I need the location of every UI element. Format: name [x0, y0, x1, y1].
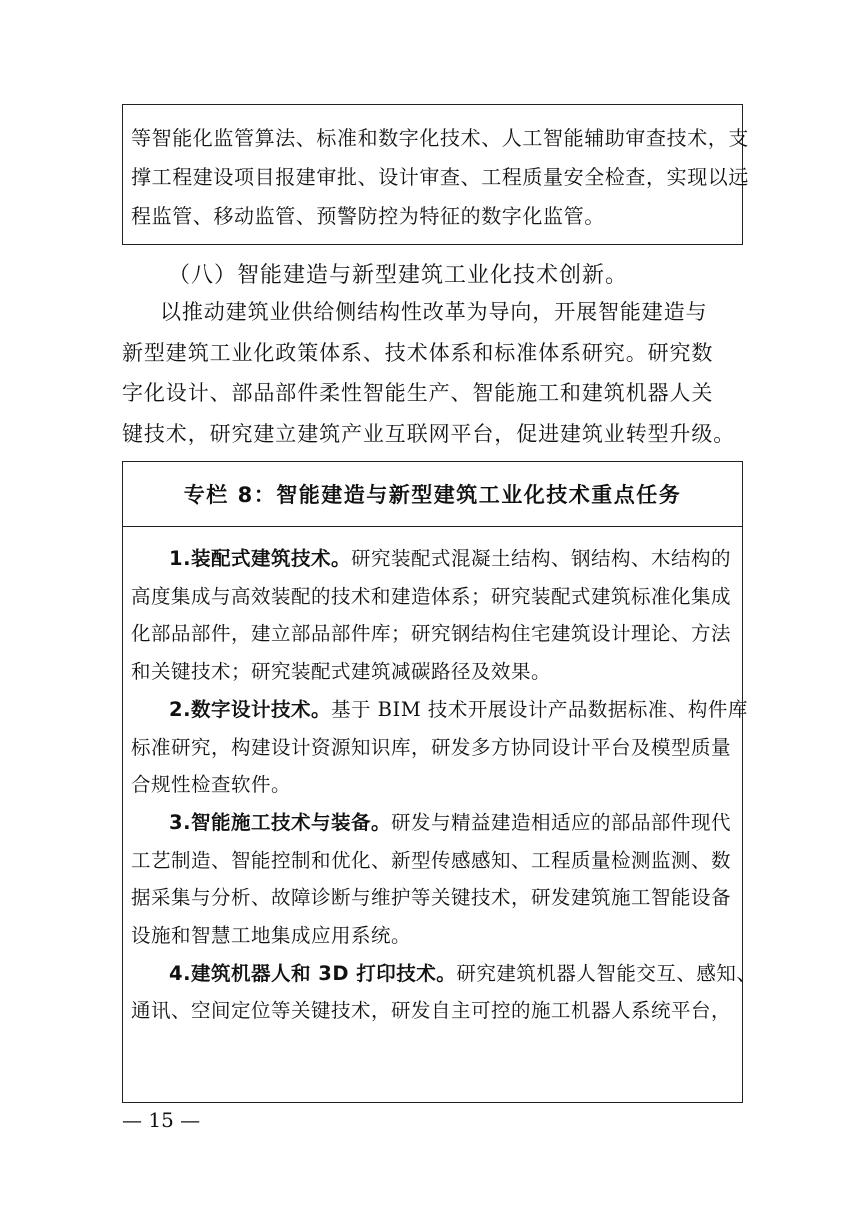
- text-line: 高度集成与高效装配的技术和建造体系；研究装配式建筑标准化集成: [131, 584, 732, 608]
- text-line: 设施和智慧工地集成应用系统。: [131, 924, 412, 948]
- list-item-first-line: [131, 691, 748, 729]
- section-heading: （八）智能建造与新型建筑工业化技术创新。: [168, 263, 629, 288]
- text-line: 新型建筑工业化政策体系、技术体系和标准体系研究。研究数: [122, 340, 714, 365]
- continuation-text: [131, 119, 749, 236]
- column-box: [122, 461, 757, 1103]
- text-line: [122, 292, 747, 333]
- continuation-box: [122, 104, 749, 245]
- text-line: 键技术，研究建立建筑产业互联网平台，促进建筑业转型升级。: [122, 421, 736, 446]
- text-line: 等智能化监管算法、标准和数字化技术、人工智能辅助审查技术，支: [131, 126, 749, 150]
- item-text: 研究装配式混凝土结构、钢结构、木结构的: [350, 547, 731, 570]
- item-title: 1.装配式建筑技术。: [169, 547, 351, 570]
- column-content: [131, 540, 757, 1030]
- text-line: 通讯、空间定位等关键技术，研发自主可控的施工机器人系统平台，: [131, 999, 732, 1023]
- item-title: 4.建筑机器人和 3D 打印技术。: [169, 961, 457, 985]
- text-line: 据采集与分析、故障诊断与维护等关键技术，研发建筑施工智能设备: [131, 886, 732, 910]
- item-text: 基于 BIM 技术开展设计产品数据标准、构件库: [330, 697, 748, 721]
- list-item-first-line: [131, 540, 736, 578]
- page-number: — 15 —: [122, 1108, 201, 1132]
- list-item-first-line: [131, 955, 757, 993]
- text-line: 合规性检查软件。: [131, 773, 292, 797]
- text-line: 化部品部件，建立部品部件库；研究钢结构住宅建筑设计理论、方法: [131, 622, 732, 646]
- item-text: 研发与精益建造相适应的部品部件现代: [390, 810, 731, 834]
- text-line: 撑工程建设项目报建审批、设计审查、工程质量安全检查，实现以远: [131, 165, 749, 189]
- text-line: 标准研究，构建设计资源知识库，研发多方协同设计平台及模型质量: [131, 735, 732, 759]
- text-line: 和关键技术；研究装配式建筑减碳路径及效果。: [131, 660, 552, 684]
- item-title: 3.智能施工技术与装备。: [169, 810, 391, 834]
- text-line: 工艺制造、智能控制和优化、新型传感感知、工程质量检测监测、数: [131, 848, 732, 872]
- section-body: [122, 292, 747, 454]
- text-line: 程监管、移动监管、预警防控为特征的数字化监管。: [131, 204, 605, 228]
- text-line-content: 以推动建筑业供给侧结构性改革为导向，开展智能建造与: [160, 300, 708, 324]
- column-title: 专栏 8：智能建造与新型建筑工业化技术重点任务: [183, 483, 682, 507]
- column-title-row: [123, 462, 742, 527]
- item-text: 研究建筑机器人智能交互、感知、: [456, 961, 757, 985]
- list-item-first-line: [131, 804, 736, 842]
- text-line: 字化设计、部品部件柔性智能生产、智能施工和建筑机器人关: [122, 381, 714, 405]
- item-title: 2.数字设计技术。: [169, 697, 331, 721]
